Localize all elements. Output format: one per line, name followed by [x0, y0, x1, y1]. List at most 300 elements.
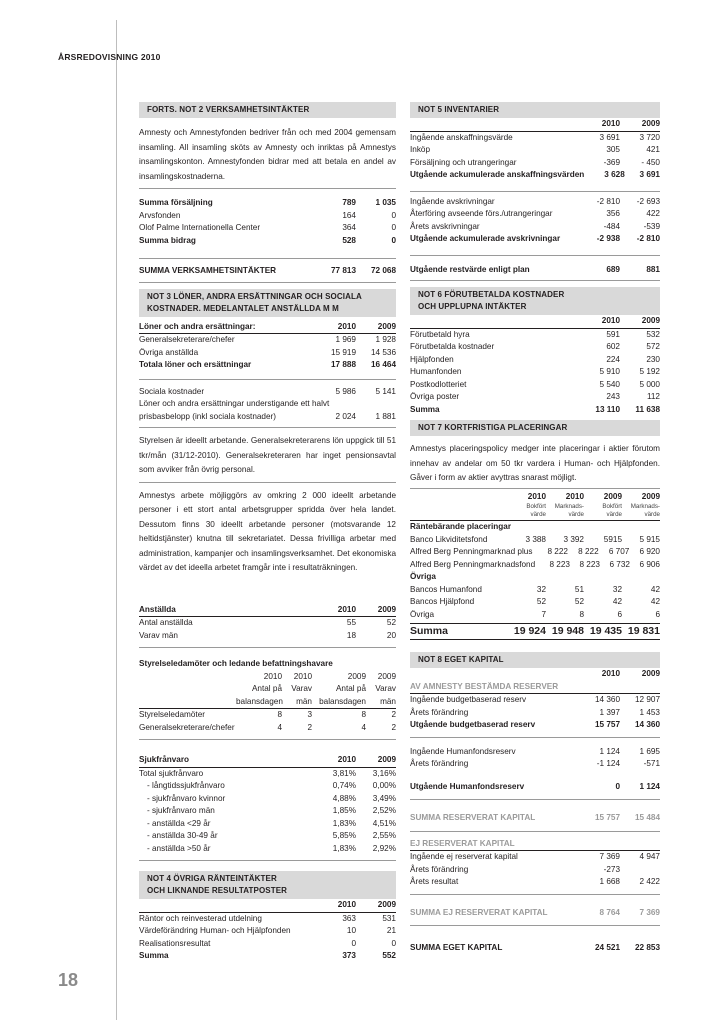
not8-header: NOT 8 EGET KAPITAL: [410, 652, 660, 668]
row-label: Löner och andra ersättningar understigande ett halvt: [139, 399, 330, 408]
value-2009: 0: [391, 938, 396, 948]
value-2009: 2,92%: [372, 843, 396, 853]
year-2010: 2010: [601, 316, 620, 325]
table-row: [410, 876, 660, 889]
col-4: 6: [655, 609, 660, 619]
not7-group1: [410, 521, 660, 534]
col-3: 8: [361, 710, 366, 719]
value-2010: 1 124: [599, 746, 620, 756]
value-2009: 5 000: [639, 379, 660, 389]
subheading: EJ RESERVERAT KAPITAL: [410, 838, 515, 848]
year-2009: 2009: [377, 604, 396, 614]
not6-title-line1: NOT 6 FÖRUTBETALDA KOSTNADER: [418, 290, 565, 299]
row-label: Försäljning och utrangeringar: [410, 157, 517, 167]
table-row: [139, 818, 396, 831]
value-2010: 1,83%: [332, 818, 356, 828]
col-2: 8 223: [579, 559, 600, 569]
col-3: 5915: [603, 534, 622, 544]
value-2010: 1,83%: [332, 843, 356, 853]
table-row: [410, 157, 660, 170]
social-row: [139, 386, 396, 399]
col-1: Bokfört: [526, 503, 546, 510]
col-3: 19 435: [589, 625, 622, 637]
value-2010: 3,81%: [332, 768, 356, 778]
not5-total-row: [410, 264, 660, 282]
row-label: Generalsekreterare/chefer: [139, 722, 235, 732]
row-label: Ingående avskrivningar: [410, 196, 495, 206]
row-label: Utgående Humanfondsreserv: [410, 781, 525, 791]
value-2009: 532: [646, 329, 660, 339]
styr-table: [139, 709, 396, 734]
col-1: 52: [536, 597, 546, 606]
row-label: Summa: [139, 951, 169, 960]
table-row: [139, 617, 396, 630]
col-2: Marknads-: [554, 503, 584, 510]
table-row: [139, 235, 396, 248]
table-row: [410, 758, 660, 771]
year-2010: 2010: [337, 604, 356, 614]
value-2009: 0,00%: [372, 781, 396, 790]
value-2009: 230: [646, 354, 660, 364]
col-2: 2010: [565, 491, 584, 501]
row-label: Utgående ackumulerade anskaffningsvärden: [410, 170, 585, 179]
table-row: [410, 366, 660, 379]
col-1: Antal på: [251, 684, 282, 693]
row-label: - anställda 30-49 år: [147, 831, 218, 840]
row-label: Bancos Humanfond: [410, 584, 482, 594]
col-3: 6 707: [608, 547, 630, 556]
value-2009: 16 464: [370, 360, 396, 369]
col-3: 42: [612, 597, 622, 606]
table-row: [139, 334, 396, 347]
not7-sub1-row: [410, 503, 660, 511]
value-2010: 3 691: [599, 132, 620, 142]
col-3: Antal på: [335, 684, 366, 693]
value-2010: 689: [606, 264, 620, 274]
row-label: Ingående budgetbaserad reserv: [410, 695, 527, 704]
value-2010: -484: [603, 221, 620, 231]
row-label: Ingående ej reserverat kapital: [410, 852, 518, 861]
value-2009: 881: [646, 264, 660, 274]
value-2009: 4,51%: [372, 818, 396, 828]
col-1: 4: [277, 722, 282, 732]
row-label: Humanfonden: [410, 367, 462, 376]
value-2010: 0: [351, 938, 356, 948]
table-row: [139, 197, 396, 210]
row-label: Bancos Hjälpfond: [410, 597, 475, 606]
value-2010: 5,85%: [332, 831, 356, 840]
anst-table: [139, 617, 396, 642]
not4-years-row: [139, 899, 396, 913]
eget-kapital-total-row: [410, 942, 660, 955]
table-row: [410, 609, 660, 622]
value-2010: 5 540: [599, 379, 620, 389]
table-row: [139, 925, 396, 938]
col-2: 3 392: [563, 534, 584, 544]
table-row: [410, 404, 660, 417]
value-2009: 3 691: [639, 170, 660, 179]
table-row: [139, 950, 396, 963]
table-row: [410, 233, 660, 246]
value-2010: 14 360: [594, 695, 620, 704]
value-2009: 7 369: [639, 907, 660, 917]
value-2009: 552: [382, 951, 396, 960]
value-2009: -539: [643, 221, 660, 231]
table-row: [410, 851, 660, 864]
value-2009: 20: [386, 630, 396, 640]
table-row: [410, 534, 660, 547]
col-4: 5 915: [639, 534, 660, 544]
not7-group2: [410, 571, 660, 584]
col-1: 3 388: [525, 534, 546, 544]
table-row: [139, 793, 396, 806]
value-2010: -273: [603, 864, 620, 874]
value-2010: 10: [346, 926, 356, 935]
row-label: Inköp: [410, 145, 431, 154]
row-label: Återföring avseende förs./utrangeringar: [410, 209, 553, 218]
value-2009: 112: [646, 392, 660, 401]
value-2009: 2,55%: [372, 831, 396, 840]
col-3: 4: [361, 722, 366, 732]
value-2010: 1 668: [599, 877, 620, 886]
value-2009: 21: [386, 926, 396, 935]
table-row: [139, 222, 396, 235]
prisbas-line: [139, 398, 396, 411]
page-number: 18: [58, 970, 79, 990]
col-4: 19 831: [627, 625, 660, 637]
table-row: [139, 830, 396, 843]
row-label: Olof Palme Internationella Center: [139, 223, 261, 232]
group-label: Övriga: [410, 572, 436, 581]
table-row: [139, 722, 396, 735]
value-2010: -369: [603, 157, 620, 167]
value-2010: 13 110: [595, 404, 620, 414]
row-label: SUMMA RESERVERAT KAPITAL: [410, 813, 536, 822]
value-2010: 1,85%: [332, 806, 356, 815]
value-2009: 11 638: [635, 404, 660, 414]
value-2010: 15 757: [594, 813, 620, 822]
value-2010: 363: [342, 913, 356, 923]
not4-title-line2: OCH LIKNANDE RESULTATPOSTER: [147, 886, 288, 895]
year-2010: 2010: [601, 669, 620, 678]
col-2: 19 948: [551, 625, 584, 637]
value-2010: 15 757: [594, 720, 620, 729]
not7-sub2-row: [410, 511, 660, 522]
row-label: Årets förändring: [410, 759, 469, 768]
value-2010: -1 124: [596, 759, 620, 768]
sjuk-table: [139, 768, 396, 856]
value-2009: [620, 864, 660, 877]
row-label: Hjälpfonden: [410, 354, 454, 364]
col-1: 2010: [527, 491, 546, 501]
value-2009: 421: [646, 145, 660, 154]
col-2: 51: [574, 584, 584, 594]
table-row: [410, 341, 660, 354]
row-label: Övriga: [410, 609, 435, 619]
value-2009: 0: [391, 223, 396, 232]
row-label: Summa: [410, 404, 440, 414]
anst-head-row: [139, 604, 396, 618]
row-label: Total sjukfrånvaro: [139, 768, 204, 778]
col-4: 6 920: [639, 547, 660, 556]
value-2009: 22 853: [634, 943, 660, 952]
not7-table-1: [410, 534, 660, 572]
col-1: 8 223: [549, 559, 570, 569]
col-4: 6 906: [639, 559, 660, 569]
value-2009: 3 720: [639, 132, 660, 142]
value-2009: 14 536: [370, 347, 396, 357]
value-2010: 0,74%: [332, 781, 356, 790]
row-label: - sjukfrånvaro män: [147, 806, 215, 815]
table-row: [139, 359, 396, 372]
row-label: Räntor och reinvesterad utdelning: [139, 913, 262, 923]
row-label: Övriga anställda: [139, 347, 199, 357]
table-row: [410, 221, 660, 234]
value-2010: 1 969: [335, 335, 356, 344]
col-3: balansdagen: [319, 696, 366, 706]
report-header: ÅRSREDOVISNING 2010: [58, 52, 161, 62]
col-4: 2009: [641, 491, 660, 501]
styr-sub2-row: [139, 696, 396, 710]
table-row: [410, 379, 660, 392]
col-1: värde: [530, 510, 546, 518]
value-2009: 572: [646, 342, 660, 351]
col-3: 6 732: [609, 559, 630, 569]
col-3: värde: [606, 510, 622, 518]
row-label: Styrelseledamöter och ledande befattningshavare: [139, 659, 333, 668]
table-row: [139, 805, 396, 818]
not6-title-line2: OCH UPPLUPNA INTÄKTER: [418, 302, 527, 311]
styr-years-row: [139, 671, 396, 684]
row-label: Ingående anskaffningsvärde: [410, 132, 513, 142]
value-2009: 52: [386, 618, 396, 627]
col-1: 19 924: [513, 625, 546, 637]
row-label: prisbasbelopp (inkl sociala kostnader): [139, 411, 276, 421]
row-label: Löner och andra ersättningar:: [139, 321, 256, 331]
not6-table: [410, 329, 660, 417]
value-2009: 1 928: [375, 335, 396, 344]
col-4: 2: [391, 722, 396, 732]
group-label: Räntebärande placeringar: [410, 522, 512, 531]
col-4: Marknads-: [630, 503, 660, 510]
row-label: Årets förändring: [410, 707, 469, 717]
value-2009: 1 124: [639, 781, 660, 791]
ej-total-row: [410, 907, 660, 927]
not3-title-line2: KOSTNADER. MEDELANTALET ANSTÄLLDA M M: [147, 303, 339, 313]
value-2010: 77 813: [330, 266, 356, 275]
value-2009: 3,16%: [372, 768, 396, 778]
value-2009: 5 141: [375, 386, 396, 396]
table-row: [139, 913, 396, 926]
value-2009: 1 695: [639, 746, 660, 756]
value-2010: 364: [342, 223, 356, 232]
value-2009: 531: [382, 913, 396, 923]
col-4: Varav: [375, 684, 396, 693]
row-label: Varav män: [139, 630, 178, 640]
row-label: Styrelseledamöter: [139, 710, 205, 719]
not2-paragraph: Amnesty och Amnestyfonden bedriver från och med 2004 gemensam insamling. All insamling sköts av Amnesty och inriktas på Amnestys insamlingskonton. Amnestyfonden bidrar med att betala en andel av insamlingskostnaderna.: [139, 126, 396, 189]
value-2010: 17 888: [330, 360, 356, 369]
table-row: [139, 780, 396, 793]
value-2010: 2 024: [335, 411, 356, 421]
value-2010: 5 910: [599, 367, 620, 376]
col-2: män: [296, 696, 312, 706]
not2-table: [139, 197, 396, 247]
row-label: - anställda <29 år: [147, 818, 211, 828]
col-3: Bokfört: [602, 503, 622, 510]
row-label: Arvsfonden: [139, 210, 181, 220]
value-2010: 789: [342, 198, 356, 207]
not7-table-2: [410, 584, 660, 622]
value-2010: 164: [342, 210, 356, 220]
not6-header: [410, 287, 660, 315]
styr-title: [139, 658, 396, 671]
row-label: Summa bidrag: [139, 235, 196, 245]
col-3: 2009: [603, 491, 622, 501]
value-2010: 373: [342, 951, 356, 960]
not3-title-line1: NOT 3 LÖNER, ANDRA ERSÄTTNINGAR OCH SOCIALA: [147, 291, 362, 301]
value-2010: -2 938: [596, 234, 620, 243]
row-label: SUMMA EJ RESERVERAT KAPITAL: [410, 907, 548, 917]
not3-head-row: [139, 321, 396, 335]
not2-total-row: [139, 265, 396, 283]
col-2: 2010: [293, 671, 312, 681]
table-row: [410, 354, 660, 367]
row-label: Totala löner och ersättningar: [139, 360, 252, 369]
col-4: värde: [644, 510, 660, 518]
margin-rule: [116, 20, 117, 1020]
col-2: värde: [568, 510, 584, 518]
value-2009: 12 907: [634, 695, 660, 704]
not7-total-row: [410, 623, 660, 640]
col-2: 3: [307, 710, 312, 719]
table-row: [410, 391, 660, 404]
row-label: Antal anställda: [139, 618, 193, 627]
year-2010: 2010: [337, 321, 356, 331]
row-label: - långtidssjukfrånvaro: [147, 781, 225, 790]
not3-header: [139, 289, 396, 317]
table-row: [410, 864, 660, 877]
value-2009: 15 484: [634, 813, 660, 822]
not8-sub1: [410, 681, 660, 695]
row-label: Övriga poster: [410, 392, 460, 401]
not8-sub2: [410, 838, 660, 852]
value-2009: 72 068: [370, 266, 396, 275]
col-2: 8: [579, 609, 584, 619]
col-2: Varav: [291, 684, 312, 693]
table-row: [410, 144, 660, 157]
value-2009: 14 360: [634, 720, 660, 729]
value-2009: 0: [391, 235, 396, 245]
value-2010: 18: [346, 630, 356, 640]
not7-header: NOT 7 KORTFRISTIGA PLACERINGAR: [410, 420, 660, 436]
col-4: 2: [391, 710, 396, 719]
not5-header: NOT 5 INVENTARIER: [410, 102, 660, 118]
not4-table: [139, 913, 396, 963]
year-2010: 2010: [337, 755, 356, 764]
row-label: Sjukfrånvaro: [139, 755, 190, 764]
not7-paragraph: Amnestys placeringspolicy medger inte placeringar i aktier förutom innehav av andelar om 50 tkr vardera i Human- och Hjälpfonden. Gåver i form av aktier avyttras snarast möjligt.: [410, 442, 660, 489]
row-label: Utgående budgetbaserad reserv: [410, 720, 536, 729]
col-3: 2009: [347, 671, 366, 681]
row-label: Utgående restvärde enligt plan: [410, 264, 530, 274]
not3-salary-table: [139, 334, 396, 372]
row-label: Förutbetald hyra: [410, 329, 470, 339]
row-label: Postkodlotteriet: [410, 379, 467, 389]
hum-total-row: [410, 781, 660, 801]
not4-header: [139, 871, 396, 899]
table-row: [139, 709, 396, 722]
value-2010: -2 810: [596, 196, 620, 206]
table-row: [410, 584, 660, 597]
row-label: SUMMA VERKSAMHETSINTÄKTER: [139, 266, 277, 275]
row-label: Värdeförändring Human- och Hjälpfonden: [139, 926, 291, 935]
col-4: män: [380, 696, 396, 706]
col-3: 6: [617, 609, 622, 619]
right-column: [410, 102, 660, 955]
row-label: Utgående ackumulerade avskrivningar: [410, 234, 561, 243]
value-2009: -2 810: [636, 234, 660, 243]
col-1: 8 222: [547, 547, 568, 556]
table-row: [410, 559, 660, 572]
table-row: [139, 347, 396, 360]
col-4: 2009: [377, 671, 396, 681]
table-row: [410, 596, 660, 609]
value-2010: 15 919: [330, 347, 356, 357]
row-label: Alfred Berg Penningmarknadsfond: [410, 559, 536, 569]
not5-table-2: [410, 196, 660, 246]
value-2010: 224: [606, 354, 620, 364]
row-label: Årets resultat: [410, 877, 459, 886]
row-label: - sjukfrånvaro kvinnor: [147, 793, 226, 803]
not5-years-row: [410, 118, 660, 132]
row-label: Alfred Berg Penningmarknad plus: [410, 547, 533, 556]
styr-sub1-row: [139, 683, 396, 696]
year-2010: 2010: [337, 900, 356, 909]
not2-header: FORTS. NOT 2 VERKSAMHETSINTÄKTER: [139, 102, 396, 118]
row-label: Summa: [410, 625, 448, 637]
value-2010: 55: [346, 618, 356, 627]
col-1: 8: [277, 710, 282, 719]
not3-paragraph-2: Amnestys arbete möjliggörs av omkring 2 000 ideellt arbetande personer i ett stort antal arbetsgrupper spridda över hela landet. Dessutom finns 30 ideellt arbetande personer (motsvarande 12 heltidstjänster) knutna till sekretariatet. Dessa frivilliga arbetar med administration, kampanjer och insamlingsverksamhet. Det ekonomiska värdet av det ideella arbetet framgår inte i resultaträkningen.: [139, 490, 396, 572]
value-2010: 0: [615, 781, 620, 791]
table-row: [410, 132, 660, 145]
year-2009: 2009: [641, 316, 660, 325]
not7-years-row: [410, 491, 660, 504]
col-2: 2: [307, 722, 312, 732]
value-2009: -571: [643, 759, 660, 768]
row-label: Realisationsresultat: [139, 938, 211, 948]
year-2009: 2009: [377, 900, 396, 909]
not4-title-line1: NOT 4 ÖVRIGA RÄNTEINTÄKTER: [147, 874, 277, 883]
value-2009: -2 693: [636, 196, 660, 206]
col-3: 32: [612, 584, 622, 594]
value-2009: 4 947: [639, 852, 660, 861]
prisbas-row: [139, 411, 396, 429]
year-2009: 2009: [641, 669, 660, 678]
value-2009: 5 192: [639, 367, 660, 376]
not8-years-row: [410, 668, 660, 681]
value-2010: 305: [606, 145, 620, 154]
col-2: 52: [574, 597, 584, 606]
value-2009: - 450: [641, 157, 660, 167]
value-2009: 0: [391, 210, 396, 220]
row-label: SUMMA EGET KAPITAL: [410, 943, 503, 952]
table-row: [139, 938, 396, 951]
not3-paragraph-1: Styrelsen är ideellt arbetande. Generalsekreterarens lön uppgick till 51 tkr/mån (31/12-2010). Generalsekreteraren har inget pensionsavtal som avviker från övrig personal.: [139, 434, 396, 483]
table-row: [410, 196, 660, 209]
row-label: Årets förändring: [410, 864, 469, 874]
